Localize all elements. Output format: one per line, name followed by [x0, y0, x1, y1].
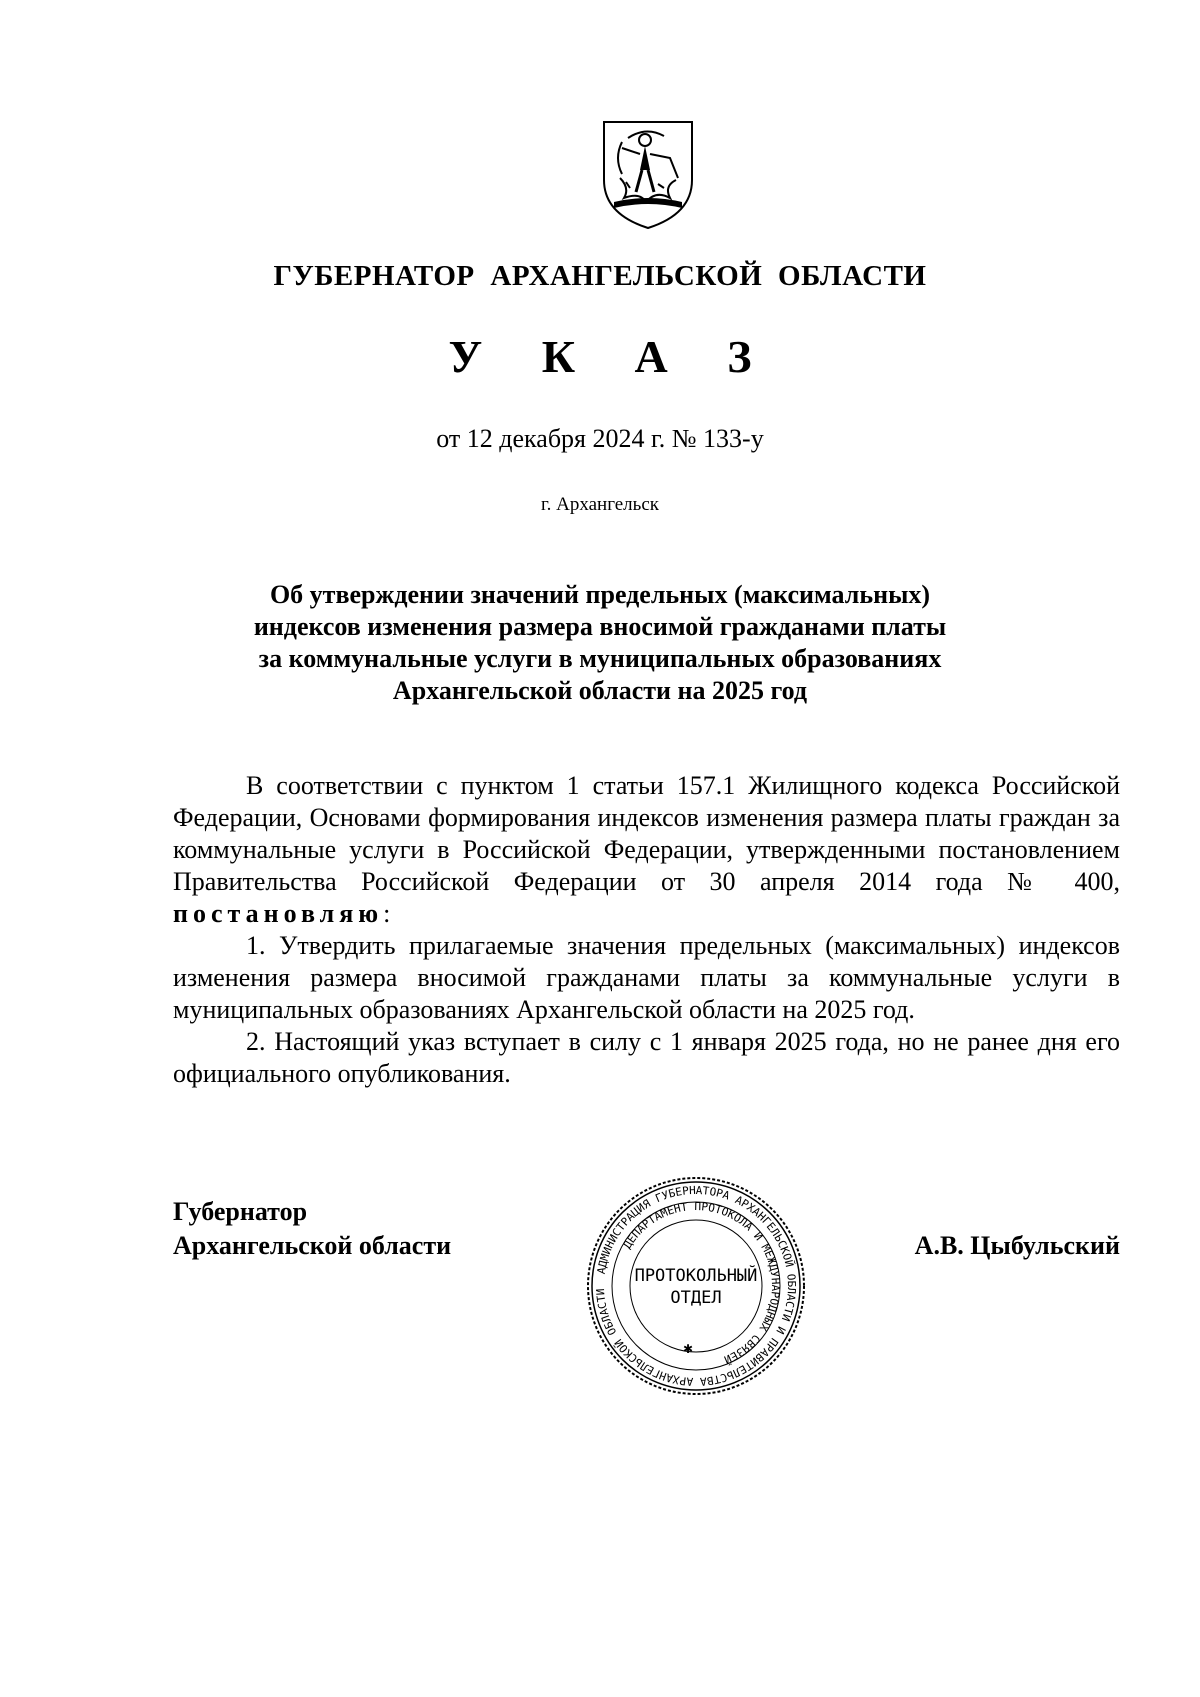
preamble-text: В соответствии с пунктом 1 статьи 157.1 Жилищного кодекса Российской Федерации, Основами формирования индексов изменения размера платы граждан за коммунальные услуги в Российской Федерации, утвержденными постановлением Правительства Российской Федерации от 30 апреля 2014 года № 400,: [173, 771, 1120, 896]
position-line: Архангельской области: [173, 1231, 452, 1260]
title-line: за коммунальные услуги в муниципальных образованиях: [258, 644, 942, 673]
clause-1: 1. Утвердить прилагаемые значения предельных (максимальных) индексов изменения размера вносимой гражданами платы за коммунальные услуги в муниципальных образованиях Архангельской области на 2025 год.: [173, 931, 1120, 1024]
issuing-authority: ГУБЕРНАТОР АРХАНГЕЛЬСКОЙ ОБЛАСТИ: [273, 260, 927, 292]
position-line: Губернатор: [173, 1197, 308, 1226]
official-seal: [583, 1173, 809, 1399]
clause-2: 2. Настоящий указ вступает в силу с 1 января 2025 года, но не ранее дня его официального опубликования.: [173, 1027, 1120, 1088]
seal-inner-ring-text: ДЕПАРТАМЕНТ ПРОТОКОЛА И МЕЖДУНАРОДНЫХ СВЯЗЕЙ: [620, 1199, 783, 1367]
document-city: г. Архангельск: [540, 494, 659, 515]
title-line: Архангельской области на 2025 год: [392, 676, 808, 705]
decree-keyword: постановляю: [173, 899, 384, 928]
title-line: Об утверждении значений предельных (максимальных): [269, 580, 931, 609]
preamble-paragraph: [173, 770, 1120, 930]
title-line: индексов изменения размера вносимой гражданами платы: [253, 612, 947, 641]
document-date-number: от 12 декабря 2024 г. № 133-у: [436, 424, 764, 453]
seal-outer-ring-text: АДМИНИСТРАЦИЯ ГУБЕРНАТОРА АРХАНГЕЛЬСКОЙ ОБЛАСТИ И ПРАВИТЕЛЬСТВА АРХАНГЕЛЬСКОЙ ОБЛАСТИ: [593, 1183, 799, 1389]
document-title: [230, 579, 970, 707]
coat-of-arms-emblem: [600, 118, 696, 230]
seal-center-line: ПРОТОКОЛЬНЫЙ: [634, 1266, 758, 1286]
preamble-end: :: [383, 899, 391, 928]
signatory-name: А.В. Цыбульский: [914, 1231, 1120, 1260]
seal-center-line: ОТДЕЛ: [670, 1288, 722, 1308]
document-type: У К А З: [448, 331, 776, 382]
document-body: [173, 770, 1120, 1090]
signatory-position: [173, 1195, 451, 1263]
seal-star-icon: ✱: [683, 1342, 694, 1356]
